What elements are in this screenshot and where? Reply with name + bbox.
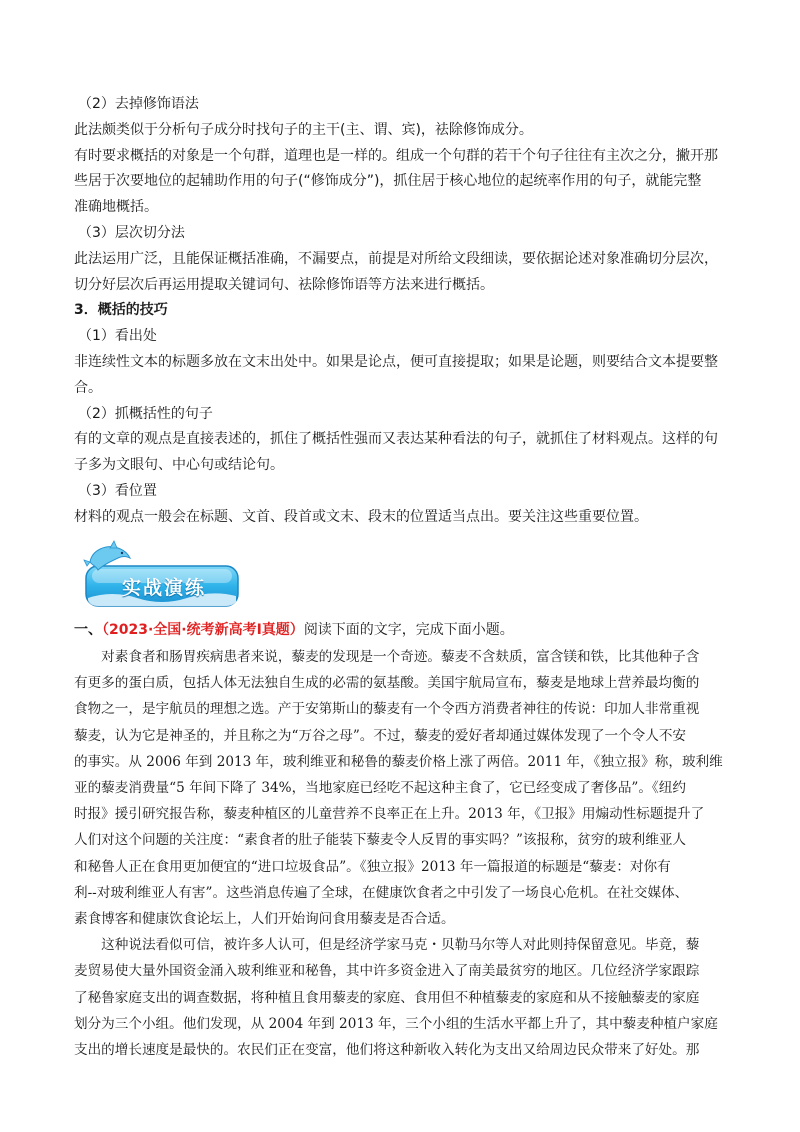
text-line: 子多为文眼句、中心句或结论句。 [74, 457, 284, 474]
question-number: 一、 [74, 622, 102, 638]
question-heading [74, 618, 514, 642]
text-line: 非连续性文本的标题多放在文末出处中。如果是论点，便可直接提取；如果是论题，则要结合文本提要整 [74, 353, 718, 370]
badge-label: 实战演练 [122, 577, 207, 599]
text-line: 此法颇类似于分析句子成分时找句子的主干(主、谓、宾)，祛除修饰成分。 [74, 121, 533, 138]
passage-line: 支出的增长速度是最快的。农民们正在变富，他们将这种新收入转化为支出又给周边民众带来了好处。那 [74, 1042, 700, 1059]
text-line: 此法运用广泛，且能保证概括准确，不漏要点，前提是对所给文段细读，要依据论述对象准确切分层次， [74, 250, 718, 267]
text-line: 有时要求概括的对象是一个句群，道理也是一样的。组成一个句群的若干个句子往往有主次之分，撇开那 [74, 147, 718, 164]
heading-see-position: （3）看位置 [78, 482, 157, 499]
text-line: 材料的观点一般会在标题、文首、段首或文末、段末的位置适当点出。要关注这些重要位置。 [74, 508, 648, 525]
reading-passage [74, 644, 726, 1063]
passage-line: 有更多的蛋白质，包括人体无法独自生成的必需的氨基酸。美国宇航局宣布，藜麦是地球上营养最均衡的 [74, 675, 700, 692]
passage-line: 利--对玻利维亚人有害”。这些消息传遍了全球，在健康饮食者之中引发了一场良心危机。在社交媒体、 [74, 884, 689, 901]
passage-line: 这种说法看似可信，被许多人认可，但是经济学家马克・贝勒马尔等人对此则持保留意见。毕竟，藜 [74, 937, 700, 954]
practice-badge [82, 540, 242, 612]
text-line: 准确地概括。 [74, 199, 158, 216]
passage-line: 对素食者和肠胃疾病患者来说，藜麦的发现是一个奇迹。藜麦不含麸质，富含镁和铁，比其他种子含 [74, 649, 700, 665]
heading-layer-split: （3）层次切分法 [78, 224, 185, 241]
heading-see-source: （1）看出处 [78, 328, 157, 345]
method-content [74, 92, 724, 531]
passage-line: 的事实。从 2006 年到 2013 年，玻利维亚和秘鲁的藜麦价格上涨了两倍。2011 年，《独立报》称，玻利维 [74, 753, 723, 770]
text-line: 切分好层次后再运用提取关键词句、祛除修饰语等方法来进行概括。 [74, 276, 494, 293]
heading-remove-modifiers: （2）去掉修饰语法 [78, 96, 199, 112]
passage-line: 亚的藜麦消费量“5 年间下降了 34%，当地家庭已经吃不起这种主食了，它已经变成了奢侈品”。《纽约 [74, 780, 686, 797]
passage-line: 食物之一，是宇航员的理想之选。产于安第斯山的藜麦有一个令西方消费者神往的传说：印加人非常重视 [74, 701, 700, 718]
question-source: （2023·全国·统考新高考Ⅰ真题） [102, 622, 304, 638]
text-line: 有的文章的观点是直接表述的，抓住了概括性强而又表达某种看法的句子，就抓住了材料观点。这样的句 [74, 431, 718, 448]
passage-line: 藜麦，认为它是神圣的，并且称之为“万谷之母”。不过，藜麦的爱好者却通过媒体发现了一个令人不安 [74, 727, 687, 744]
text-line: 合。 [74, 379, 102, 396]
passage-line: 人们对这个问题的关注度：“素食者的肚子能装下藜麦令人反胃的事实吗？”该报称，贫穷的玻利维亚人 [74, 832, 687, 849]
passage-line: 和秘鲁人正在食用更加便宜的“进口垃圾食品”。《独立报》2013 年一篇报道的标题是“藜麦：对你有 [74, 858, 671, 875]
question-instruction: 阅读下面的文字，完成下面小题。 [303, 622, 514, 638]
heading-key-sentences: （2）抓概括性的句子 [78, 405, 213, 422]
passage-line: 时报》援引研究报告称，藜麦种植区的儿童营养不良率正在上升。2013 年，《卫报》用煽动性标题提升了 [74, 806, 705, 823]
passage-line: 划分为三个小组。他们发现，从 2004 年到 2013 年，三个小组的生活水平都上升了，其中藜麦种植户家庭 [74, 1015, 718, 1032]
passage-line: 了秘鲁家庭支出的调查数据，将种植且食用藜麦的家庭、食用但不种植藜麦的家庭和从不接触藜麦的家庭 [74, 989, 700, 1006]
section-title-techniques: 3．概括的技巧 [74, 302, 168, 319]
text-line: 些居于次要地位的起辅助作用的句子(“修饰成分”)，抓住居于核心地位的起统率作用的句子，就能完整 [74, 173, 702, 190]
passage-line: 麦贸易使大量外国资金涌入玻利维亚和秘鲁，其中许多资金进入了南美最贫穷的地区。几位经济学家跟踪 [74, 963, 700, 980]
passage-line: 素食博客和健康饮食论坛上，人们开始询问食用藜麦是否合适。 [74, 911, 455, 928]
